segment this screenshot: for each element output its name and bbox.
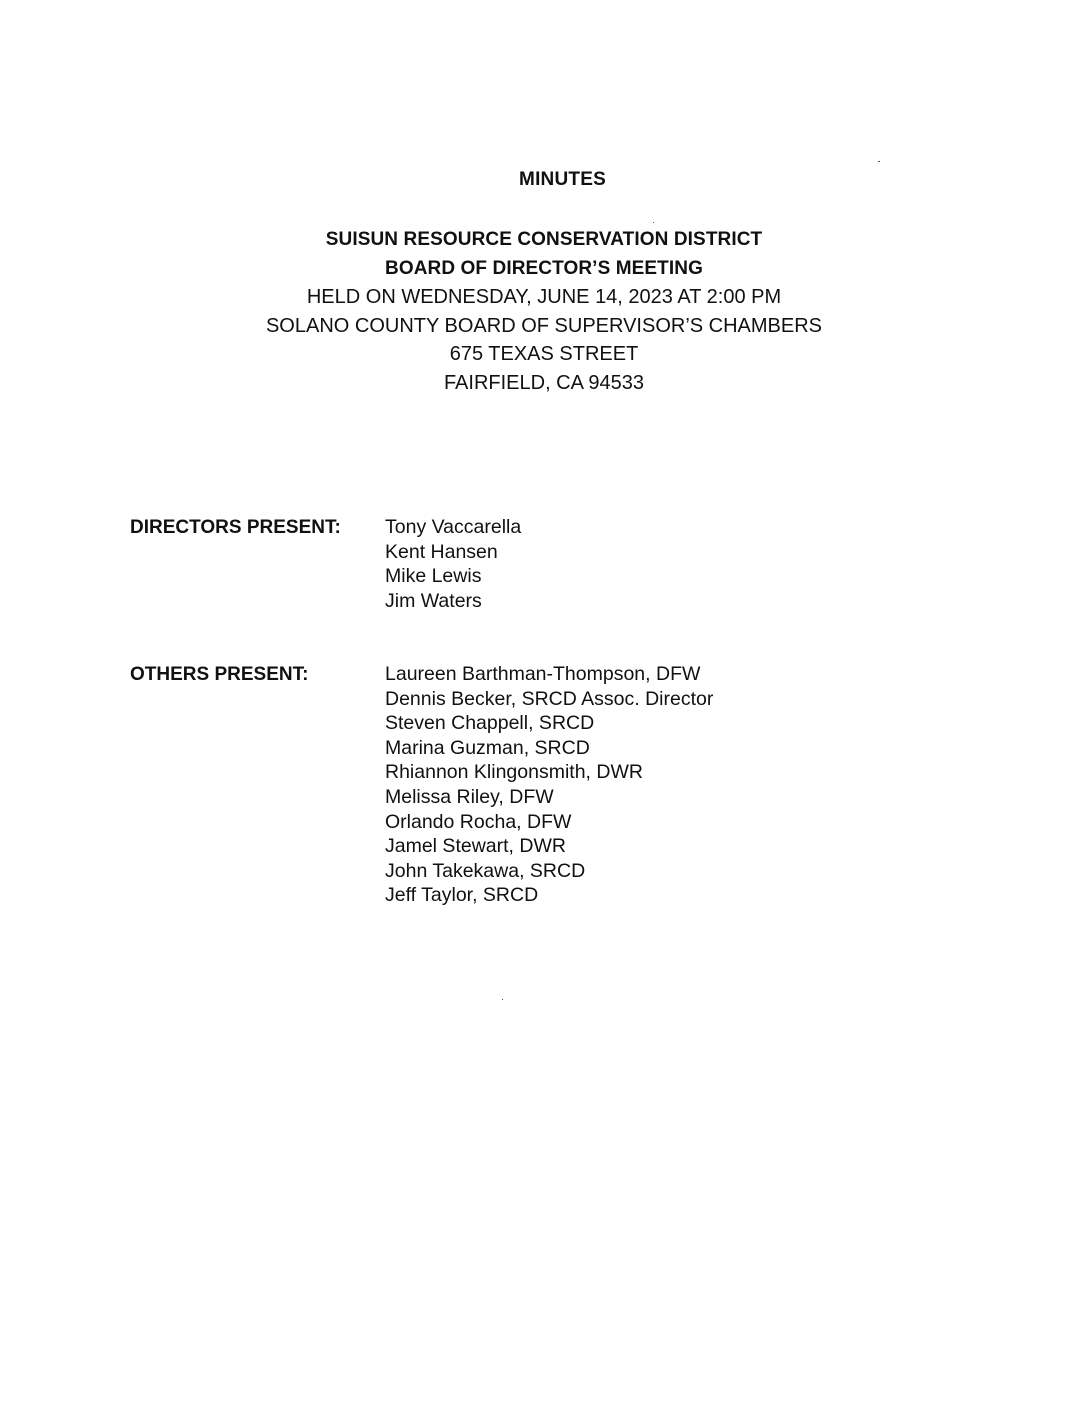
meeting-header bbox=[0, 225, 1088, 397]
scan-speck bbox=[653, 222, 654, 223]
list-item: Rhiannon Klingonsmith, DWR bbox=[385, 761, 643, 784]
scan-speck bbox=[878, 161, 880, 162]
scan-speck bbox=[502, 999, 503, 1000]
document-title: MINUTES bbox=[519, 169, 606, 190]
list-item: Orlando Rocha, DFW bbox=[385, 810, 572, 833]
others-present-label: OTHERS PRESENT: bbox=[130, 664, 309, 685]
meeting-city: FAIRFIELD, CA 94533 bbox=[443, 371, 645, 394]
list-item: Dennis Becker, SRCD Assoc. Director bbox=[385, 687, 714, 710]
list-item: Kent Hansen bbox=[385, 540, 498, 563]
list-item: John Takekawa, SRCD bbox=[385, 859, 586, 882]
organization-name: SUISUN RESOURCE CONSERVATION DISTRICT bbox=[325, 229, 763, 250]
list-item: Tony Vaccarella bbox=[385, 516, 522, 538]
list-item: Jeff Taylor, SRCD bbox=[385, 884, 539, 907]
list-item: Jim Waters bbox=[385, 589, 482, 612]
list-item: Jamel Stewart, DWR bbox=[385, 835, 566, 858]
others-present-list bbox=[385, 662, 713, 908]
list-item: Mike Lewis bbox=[385, 565, 482, 588]
list-item: Laureen Barthman-Thompson, DFW bbox=[385, 663, 701, 685]
directors-present-list bbox=[385, 515, 521, 613]
list-item: Marina Guzman, SRCD bbox=[385, 736, 590, 759]
directors-present-label: DIRECTORS PRESENT: bbox=[130, 517, 341, 538]
list-item: Steven Chappell, SRCD bbox=[385, 712, 595, 735]
meeting-name: BOARD OF DIRECTOR’S MEETING bbox=[385, 258, 703, 279]
meeting-location: SOLANO COUNTY BOARD OF SUPERVISOR’S CHAMBERS bbox=[265, 314, 823, 337]
list-item: Melissa Riley, DFW bbox=[385, 785, 554, 808]
meeting-date: HELD ON WEDNESDAY, JUNE 14, 2023 AT 2:00 PM bbox=[306, 286, 782, 308]
meeting-street: 675 TEXAS STREET bbox=[449, 343, 639, 365]
